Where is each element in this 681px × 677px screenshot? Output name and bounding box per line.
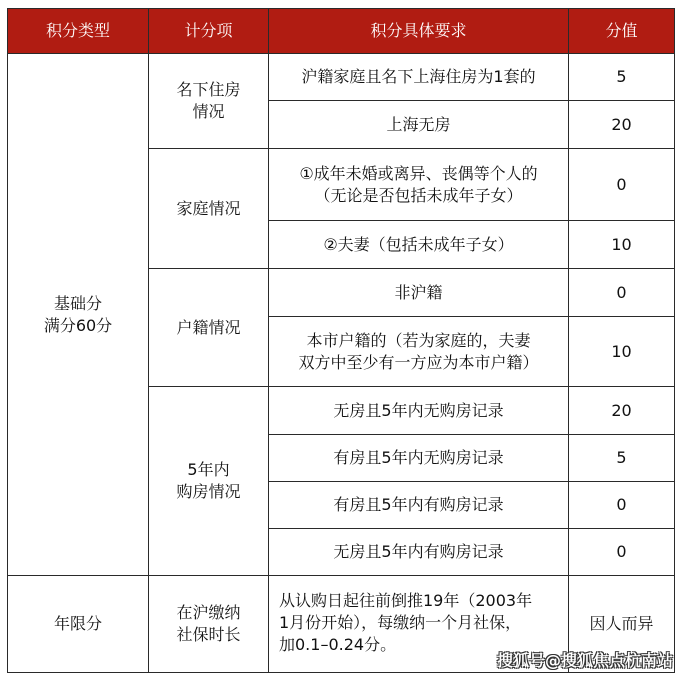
header-score: 分值 xyxy=(569,9,675,54)
requirement-cell: 上海无房 xyxy=(269,101,569,149)
item-cell-social-security xyxy=(149,576,269,673)
header-row xyxy=(8,9,675,54)
item-cell-hukou xyxy=(149,269,269,387)
header-type: 积分类型 xyxy=(8,9,149,54)
header-requirement: 积分具体要求 xyxy=(269,9,569,54)
requirement-cell: 有房且5年内无购房记录 xyxy=(269,435,569,482)
requirement-line: 双方中至少有一方应为本市户籍） xyxy=(298,352,539,372)
requirement-cell: 无房且5年内有购房记录 xyxy=(269,529,569,576)
requirement-cell xyxy=(269,149,569,221)
score-cell: 10 xyxy=(569,317,675,387)
item-label: 购房情况 xyxy=(176,482,241,501)
score-cell: 20 xyxy=(569,101,675,149)
score-cell: 5 xyxy=(569,54,675,101)
points-table xyxy=(7,8,675,673)
header-item: 计分项 xyxy=(149,9,269,54)
type-label: 基础分 xyxy=(53,293,102,313)
requirement-line: ①成年未婚或离异、丧偶等个人的 xyxy=(299,163,538,183)
requirement-cell: 沪籍家庭且名下上海住房为1套的 xyxy=(269,54,569,101)
requirement-cell: ②夫妻（包括未成年子女） xyxy=(269,221,569,269)
item-cell-family xyxy=(149,149,269,269)
type-label: 年限分 xyxy=(53,614,102,633)
item-label: 在沪缴纳 xyxy=(176,603,241,622)
requirement-line: 本市户籍的（若为家庭的，夫妻 xyxy=(306,330,531,350)
score-cell: 因人而异 xyxy=(569,576,675,673)
requirement-cell xyxy=(269,317,569,387)
score-cell: 0 xyxy=(569,269,675,317)
item-label: 社保时长 xyxy=(176,625,241,644)
score-cell: 0 xyxy=(569,529,675,576)
score-cell: 0 xyxy=(569,149,675,221)
item-label: 5年内 xyxy=(187,460,230,479)
requirement-line: 加0.1–0.24分。 xyxy=(279,635,397,654)
item-cell-housing xyxy=(149,54,269,149)
item-label: 户籍情况 xyxy=(176,317,241,337)
item-cell-purchase xyxy=(149,387,269,576)
score-cell: 10 xyxy=(569,221,675,269)
item-label: 情况 xyxy=(192,102,225,121)
item-label: 家庭情况 xyxy=(176,198,241,218)
score-cell: 5 xyxy=(569,435,675,482)
requirement-line: 从认购日起往前倒推19年（2003年 xyxy=(279,591,533,610)
score-cell: 0 xyxy=(569,482,675,529)
watermark: 搜狐号@搜狐焦点杭南站 xyxy=(497,651,674,670)
requirement-cell: 有房且5年内有购房记录 xyxy=(269,482,569,529)
type-cell-basic xyxy=(8,54,149,576)
requirement-line: 1月份开始），每缴纳一个月社保， xyxy=(279,613,522,632)
item-label: 名下住房 xyxy=(176,80,241,99)
type-sublabel: 满分60分 xyxy=(43,315,113,335)
table-row xyxy=(8,54,675,101)
type-cell-years xyxy=(8,576,149,673)
requirement-line: （无论是否包括未成年子女） xyxy=(314,185,523,205)
requirement-cell: 无房且5年内无购房记录 xyxy=(269,387,569,435)
requirement-cell: 非沪籍 xyxy=(269,269,569,317)
score-cell: 20 xyxy=(569,387,675,435)
